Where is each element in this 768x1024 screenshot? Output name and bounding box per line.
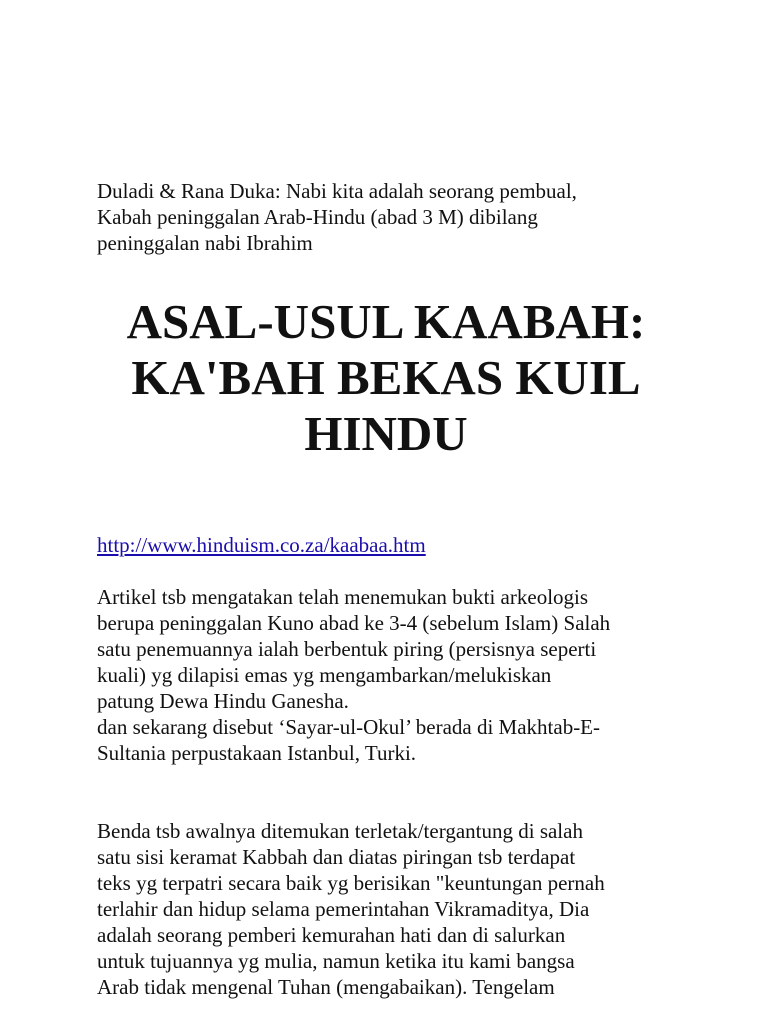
paragraph-line: Benda tsb awalnya ditemukan terletak/tergantung di salah: [97, 819, 583, 843]
title-line: HINDU: [304, 406, 468, 461]
subtitle: [97, 178, 697, 256]
paragraph-line: berupa peninggalan Kuno abad ke 3-4 (sebelum Islam) Salah: [97, 611, 611, 635]
paragraph-line: Arab tidak mengenal Tuhan (mengabaikan). Tengelam: [97, 975, 555, 999]
paragraph-line: untuk tujuannya yg mulia, namun ketika itu kami bangsa: [97, 949, 575, 973]
paragraph-line: terlahir dan hidup selama pemerintahan Vikramaditya, Dia: [97, 897, 590, 921]
paragraph-line: patung Dewa Hindu Ganesha.: [97, 689, 349, 713]
title-line: ASAL-USUL KAABAH:: [126, 294, 646, 349]
paragraph-1: [97, 584, 697, 766]
document-page: [97, 178, 697, 1000]
paragraph-line: Artikel tsb mengatakan telah menemukan bukti arkeologis: [97, 585, 589, 609]
paragraph-line: teks yg terpatri secara baik yg berisikan "keuntungan pernah: [97, 871, 605, 895]
source-link[interactable]: http://www.hinduism.co.za/kaabaa.htm: [97, 533, 426, 557]
page-title: [97, 294, 675, 462]
paragraph-line: adalah seorang pemberi kemurahan hati dan di salurkan: [97, 923, 566, 947]
subtitle-line: peninggalan nabi Ibrahim: [97, 231, 313, 255]
paragraph-2: [97, 818, 697, 1000]
subtitle-line: Kabah peninggalan Arab-Hindu (abad 3 M) dibilang: [97, 205, 538, 229]
paragraph-line: dan sekarang disebut ‘Sayar-ul-Okul’ berada di Makhtab-E-: [97, 715, 601, 739]
paragraph-line: satu penemuannya ialah berbentuk piring (persisnya seperti: [97, 637, 597, 661]
paragraph-line: satu sisi keramat Kabbah dan diatas piringan tsb terdapat: [97, 845, 576, 869]
paragraph-line: kuali) yg dilapisi emas yg mengambarkan/melukiskan: [97, 663, 552, 687]
subtitle-line: Duladi & Rana Duka: Nabi kita adalah seorang pembual,: [97, 179, 577, 203]
paragraph-line: Sultania perpustakaan Istanbul, Turki.: [97, 741, 417, 765]
title-line: KA'BAH BEKAS KUIL: [131, 350, 641, 405]
